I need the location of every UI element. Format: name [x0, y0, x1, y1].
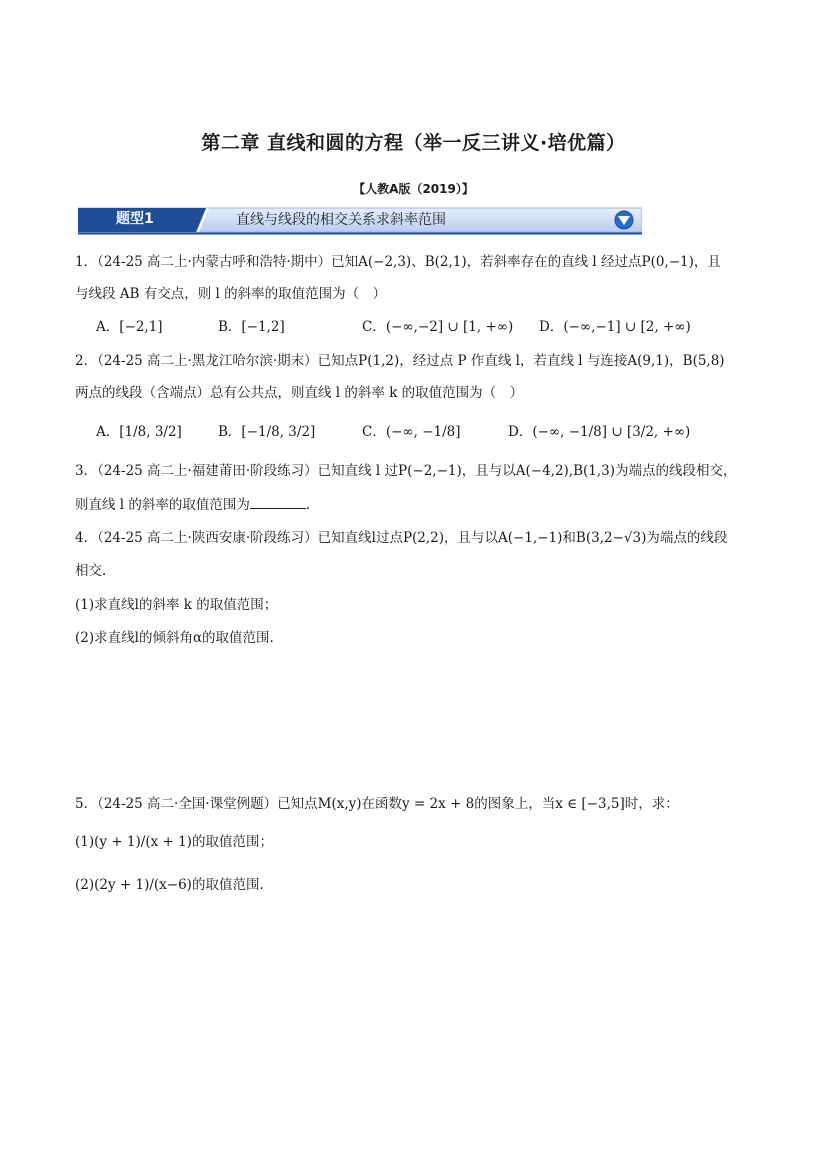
problem-5-part-1: (1)(y + 1)/(x + 1)的取值范围；	[75, 834, 273, 850]
problem-4-line-2: 相交.	[75, 563, 107, 579]
problem-4-part-1: (1)求直线l的斜率 k 的取值范围；	[75, 597, 278, 613]
edition-label: 【人教A版（2019）】	[353, 182, 474, 196]
problem-2-option-a: A．[1/8, 3/2]	[96, 424, 182, 440]
problem-2-line-1: 2．（24-25 高二上·黑龙江哈尔滨·期末）已知点P(1,2)，经过点 P 作直线 l，若直线 l 与连接A(9,1)，B(5,8)	[75, 353, 725, 369]
problem-3-tail: .	[305, 497, 311, 513]
problem-1-option-d: D．(−∞,−1] ∪ [2, +∞)	[539, 319, 691, 335]
page-title: 第二章 直线和圆的方程（举一反三讲义·培优篇）	[201, 132, 626, 154]
problem-3-line-2	[75, 496, 310, 514]
problem-3-text: 则直线 l 的斜率的取值范围为	[75, 497, 250, 513]
problem-1-option-c: C．(−∞,−2] ∪ [1, +∞)	[362, 319, 514, 335]
problem-1-option-a: A．[−2,1]	[96, 319, 163, 335]
banner-topic: 直线与线段的相交关系求斜率范围	[236, 212, 446, 228]
problem-1-line-2: 与线段 AB 有交点，则 l 的斜率的取值范围为（ ）	[75, 286, 387, 302]
chevron-down-icon	[615, 211, 633, 229]
problem-1-option-b: B．[−1,2]	[218, 319, 285, 335]
problem-5-line-1: 5．（24-25 高二·全国·课堂例题）已知点M(x,y)在函数y = 2x + 8的图象上，当x ∈ [−3,5]时，求：	[75, 796, 679, 812]
answer-blank[interactable]	[250, 496, 306, 509]
problem-5-part-2: (2)(2y + 1)/(x−6)的取值范围.	[75, 877, 264, 893]
problem-4-part-2: (2)求直线l的倾斜角α的取值范围.	[75, 630, 274, 646]
problem-2-option-c: C．(−∞, −1/8]	[362, 424, 461, 440]
banner-label: 题型1	[116, 211, 154, 227]
problem-4-line-1: 4．（24-25 高二上·陕西安康·阶段练习）已知直线l过点P(2,2)，且与以A(−1,−1)和B(3,2−√3)为端点的线段	[75, 530, 728, 546]
problem-1-line-1: 1．（24-25 高二上·内蒙古呼和浩特·期中）已知A(−2,3)、B(2,1)，若斜率存在的直线 l 经过点P(0,−1)，且	[75, 254, 721, 270]
problem-2-option-b: B．[−1/8, 3/2]	[218, 424, 316, 440]
problem-2-option-d: D．(−∞, −1/8] ∪ [3/2, +∞)	[508, 424, 691, 440]
problem-2-line-2: 两点的线段（含端点）总有公共点，则直线 l 的斜率 k 的取值范围为（ ）	[75, 385, 524, 401]
problem-3-line-1: 3．（24-25 高二上·福建莆田·阶段练习）已知直线 l 过P(−2,−1)，且与以A(−4,2),B(1,3)为端点的线段相交，	[75, 463, 737, 479]
